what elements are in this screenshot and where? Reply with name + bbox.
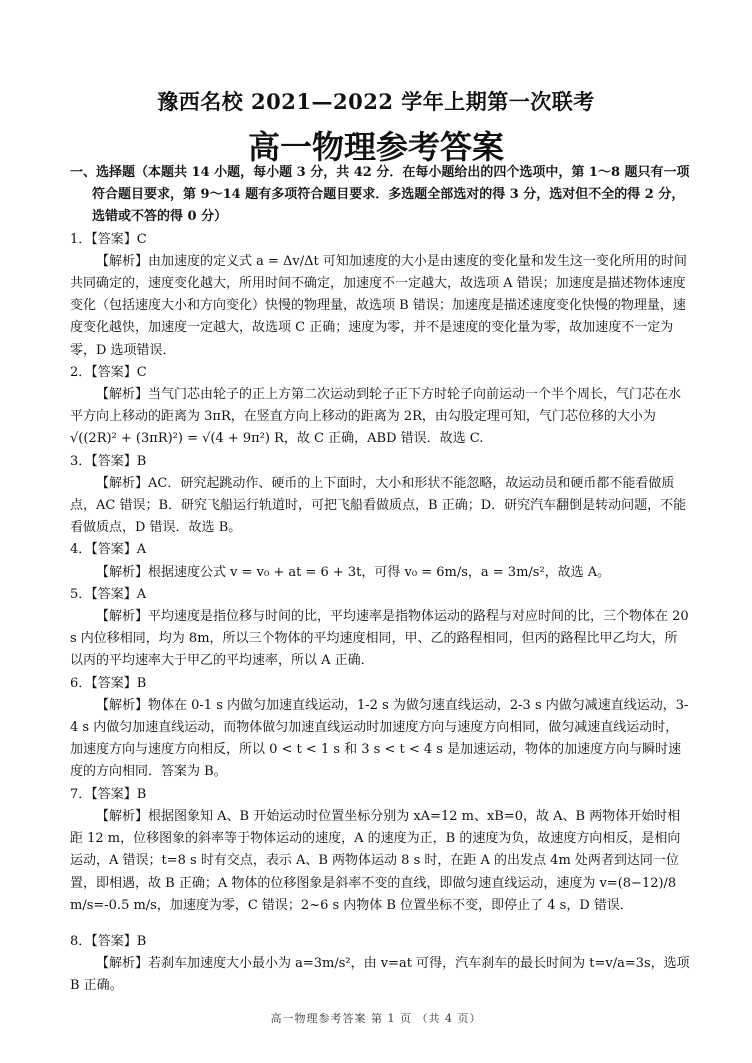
explanation-2: 【解析】当气门芯由轮子的正上方第二次运动到轮子正下方时轮子向前运动一个半个周长，气门芯在水平方向上移动的距离为 3πR，在竖直方向上移动的距离为 2R，由勾股定理可知，气门芯位移的大小为 √((2R)² + (3πR)²) = √(4 + 9π²) R，故 C 正确，ABD 错误．故选 C.: [70, 387, 682, 447]
spacer: [70, 917, 690, 931]
page-footer: 高一物理参考答案 第 1 页 （共 4 页）: [270, 1012, 482, 1025]
answer-4: 4．【答案】A: [70, 542, 147, 558]
explanation-5: 【解析】平均速度是指位移与时间的比，平均速率是指物体运动的路程与对应时间的比，三个物体在 20 s 内位移相同，均为 8m，所以三个物体的平均速度相同，甲、乙的路程相同，但丙的路程比甲乙均大，所以丙的平均速率大于甲乙的平均速率，所以 A 正确．: [70, 609, 689, 669]
exam-title: 豫西名校 2021—2022 学年上期第一次联考: [157, 89, 595, 114]
explanation-1: 【解析】由加速度的定义式 a = Δv/Δt 可知加速度的大小是由速度的变化量和发生这一变化所用的时间共同确定的，速度变化越大，所用时间不确定，加速度不一定越大，故选项 A 错误；加速度是描述物体速度变化（包括速度大小和方向变化）快慢的物理量，故选项 B 错误；加速度是描述速度变化快慢的物理量，速度变化越快，加速度一定越大，故选项 C 正确；速度为零，并不是速度的变化量为零，故加速度不一定为零，D 选项错误．: [70, 253, 687, 358]
answer-1: 1．【答案】C: [70, 231, 147, 247]
answer-5: 5．【答案】A: [70, 586, 147, 602]
explanation-4: 【解析】根据速度公式 v = v₀ + at = 6 + 3t，可得 v₀ = 6m/s，a = 3m/s²，故选 A。: [96, 564, 611, 580]
explanation-7: 【解析】根据图象知 A、B 开始运动时位置坐标分别为 xA=12 m、xB=0，故 A、B 两物体开始时相距 12 m，位移图象的斜率等于物体运动的速度，A 的速度为正，B 的速度为负，故速度方向相反，是相向运动，A 错误；t=8 s 时有交点，表示 A、B 两物体运动 8 s 时，在距 A 的出发点 4m 处两者到达同一位置，即相遇，故 B 正确；A 物体的位移图象是斜率不变的直线，即做匀速直线运动，速度为 v=(8−12)/8 m/s=-0.5 m/s，加速度为零，C 错误；2~6 s 内物体 B 位置坐标不变，即停止了 4 s，D 错误．: [70, 808, 681, 913]
answer-8: 8．【答案】B: [70, 933, 147, 949]
answer-content: [70, 162, 690, 998]
explanation-8: 【解析】若刹车加速度大小最小为 a=3m/s²，由 v=at 可得，汽车刹车的最长时间为 t=v/a=3s，选项 B 正确。: [70, 956, 690, 994]
answer-key-title: 高一物理参考答案: [247, 128, 504, 166]
answer-2: 2．【答案】C: [70, 364, 147, 380]
answer-6: 6．【答案】B: [70, 675, 147, 691]
section-instructions: 一、选择题（本题共 14 小题，每小题 3 分，共 42 分．在每小题给出的四个选项中，第 1～8 题只有一项符合题目要求，第 9～14 题有多项符合题目要求．多选题全部选对的得 3 分，选对但不全的得 2 分，选错或不答的得 0 分）: [70, 165, 690, 225]
explanation-6: 【解析】物体在 0-1 s 内做匀加速直线运动，1-2 s 为做匀速直线运动，2-3 s 内做匀减速直线运动，3-4 s 内做匀加速直线运动，而物体做匀加速直线运动时加速度方向与速度方向相同，做匀减速直线运动时，加速度方向与速度方向相反，所以 0 < t < 1 s 和 3 s < t < 4 s 是加速运动，物体的加速度方向与瞬时速度的方向相同．答案为 B。: [70, 697, 689, 780]
answer-7: 7．【答案】B: [70, 786, 147, 802]
answer-3: 3．【答案】B: [70, 453, 147, 469]
explanation-3: 【解析】AC．研究起跳动作、硬币的上下面时，大小和形状不能忽略，故运动员和硬币都不能看做质点，AC 错误；B．研究飞船运行轨道时，可把飞船看做质点，B 正确；D．研究汽车翻倒是转动问题，不能看做质点，D 错误．故选 B。: [70, 475, 687, 536]
